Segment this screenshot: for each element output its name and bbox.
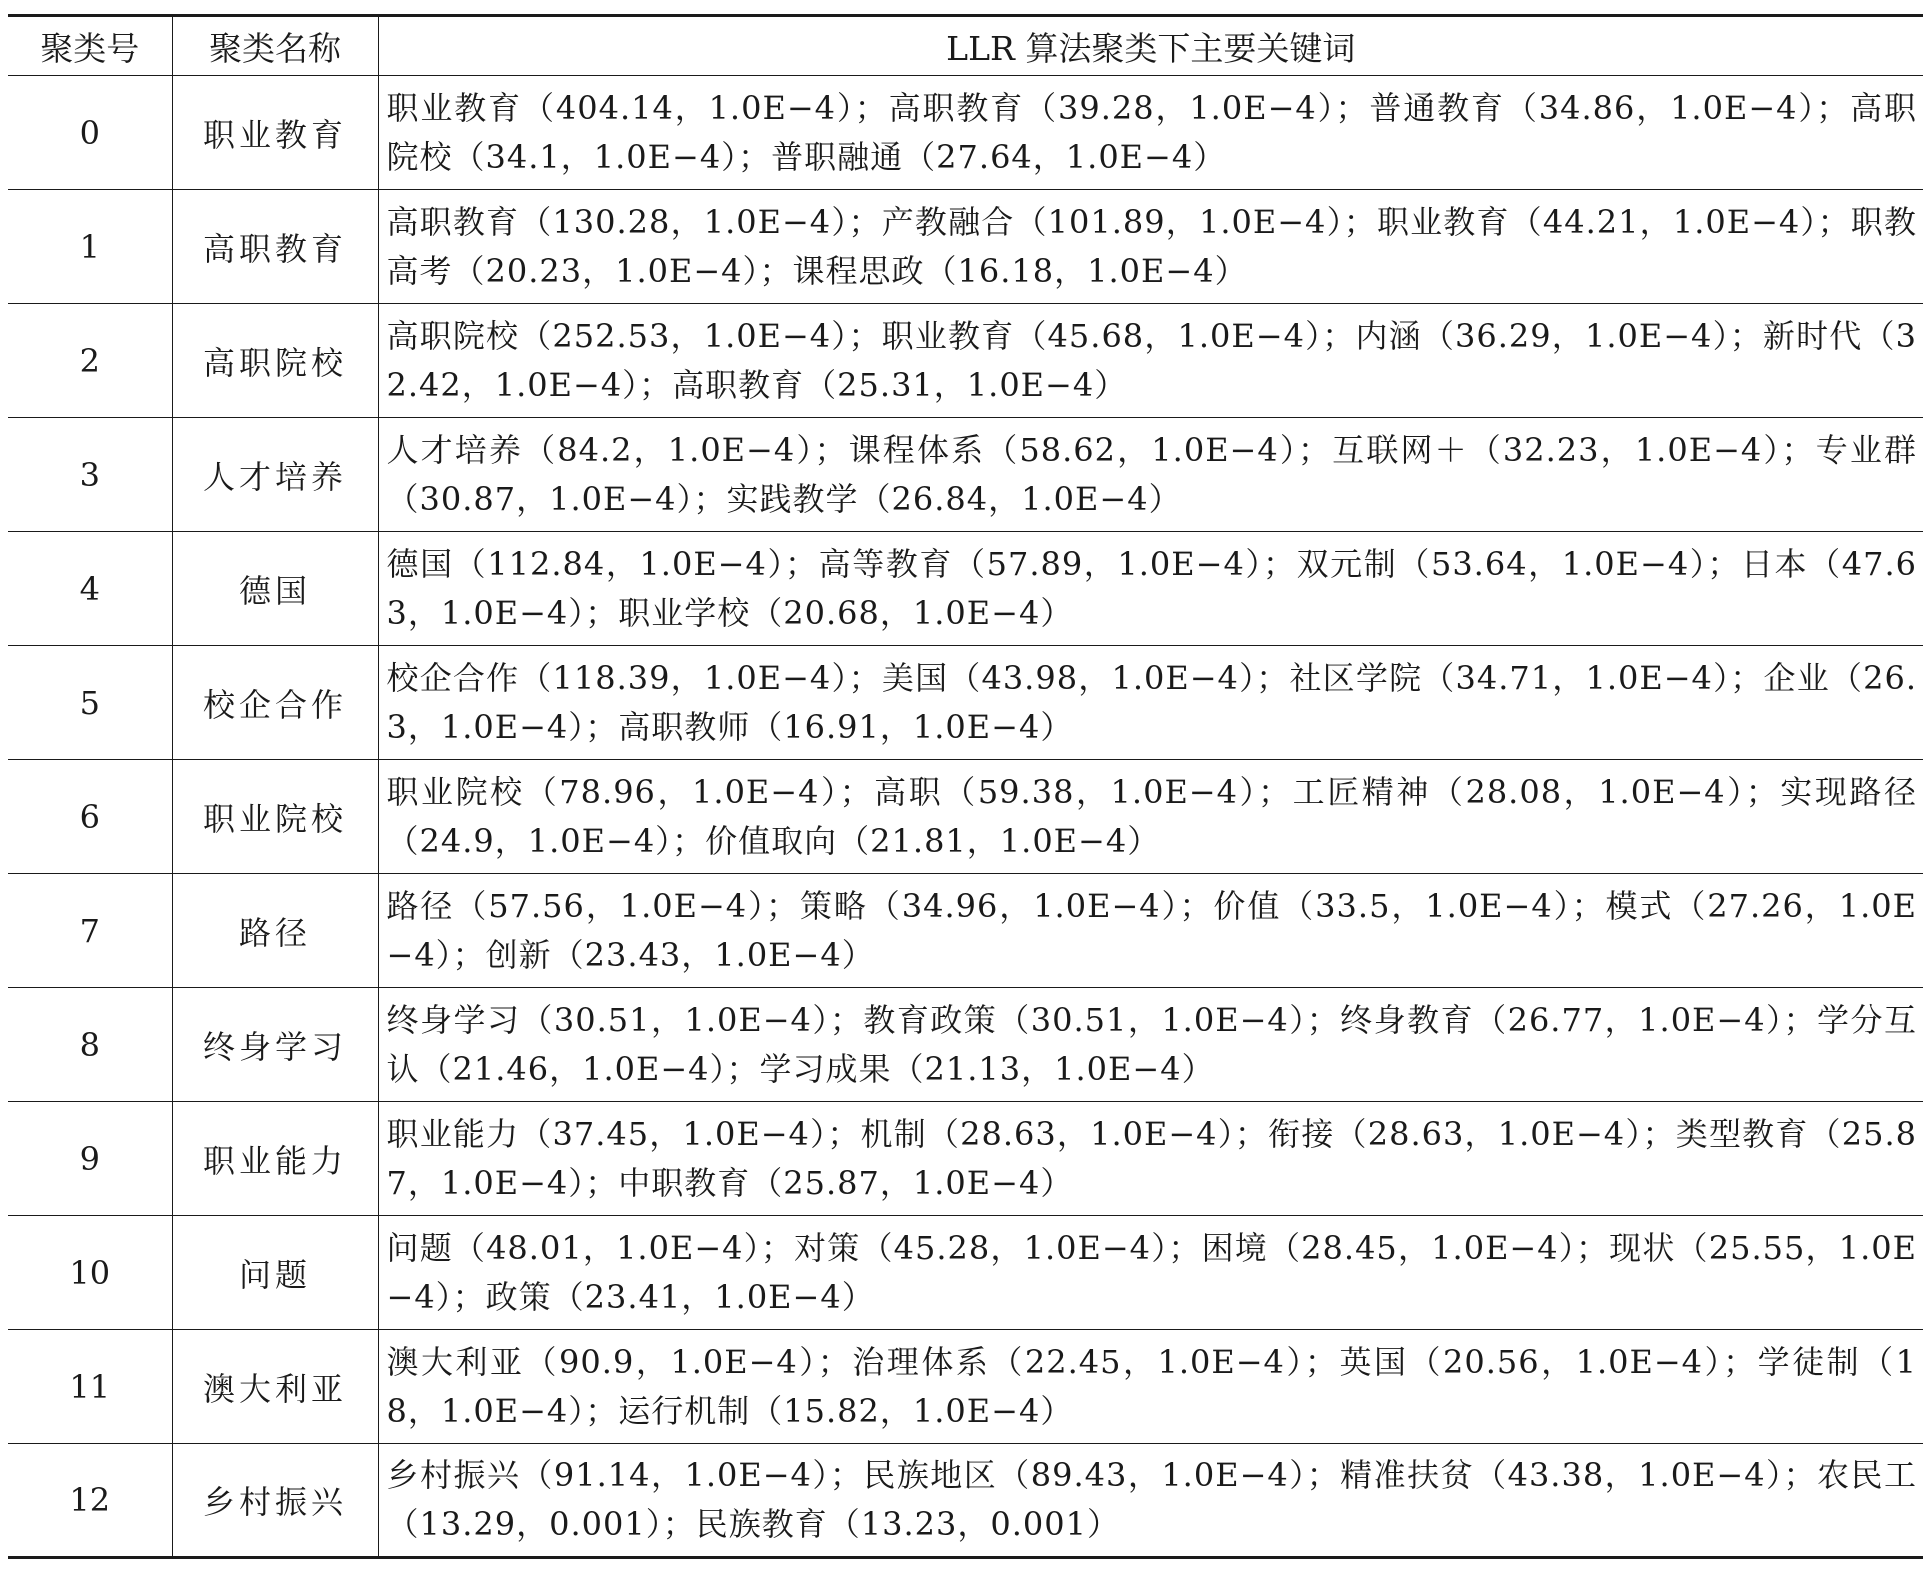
cluster-name-cell: 澳大利亚 bbox=[172, 1330, 378, 1444]
table-row bbox=[8, 1102, 1923, 1216]
cluster-name-cell: 德国 bbox=[172, 532, 378, 646]
table-row bbox=[8, 646, 1923, 760]
table-row bbox=[8, 190, 1923, 304]
cluster-id-cell: 1 bbox=[8, 190, 172, 304]
table-row bbox=[8, 304, 1923, 418]
cluster-id-cell: 10 bbox=[8, 1216, 172, 1330]
table-row bbox=[8, 1444, 1923, 1558]
keywords-cell: 高职教育（130.28，1.0E−4）；产教融合（101.89，1.0E−4）；职业教育（44.21，1.0E−4）；职教高考（20.23，1.0E−4）；课程思政（16.18，1.0E−4） bbox=[378, 190, 1923, 304]
keywords-cell: 澳大利亚（90.9，1.0E−4）；治理体系（22.45，1.0E−4）；英国（20.56，1.0E−4）；学徒制（18，1.0E−4）；运行机制（15.82，1.0E−4） bbox=[378, 1330, 1923, 1444]
cluster-id-cell: 4 bbox=[8, 532, 172, 646]
table-body bbox=[8, 76, 1923, 1558]
cluster-name-cell: 职业院校 bbox=[172, 760, 378, 874]
keywords-cell: 高职院校（252.53，1.0E−4）；职业教育（45.68，1.0E−4）；内涵（36.29，1.0E−4）；新时代（32.42，1.0E−4）；高职教育（25.31，1.0E−4） bbox=[378, 304, 1923, 418]
keywords-cell: 路径（57.56，1.0E−4）；策略（34.96，1.0E−4）；价值（33.5，1.0E−4）；模式（27.26，1.0E−4）；创新（23.43，1.0E−4） bbox=[378, 874, 1923, 988]
table-row bbox=[8, 874, 1923, 988]
keywords-cell: 职业能力（37.45，1.0E−4）；机制（28.63，1.0E−4）；衔接（28.63，1.0E−4）；类型教育（25.87，1.0E−4）；中职教育（25.87，1.0E−4） bbox=[378, 1102, 1923, 1216]
cluster-name-cell: 高职院校 bbox=[172, 304, 378, 418]
cluster-keywords-table bbox=[8, 14, 1923, 1559]
cluster-id-cell: 5 bbox=[8, 646, 172, 760]
header-cluster-name: 聚类名称 bbox=[172, 16, 378, 76]
keywords-cell: 乡村振兴（91.14，1.0E−4）；民族地区（89.43，1.0E−4）；精准扶贫（43.38，1.0E−4）；农民工（13.29，0.001）；民族教育（13.23，0.001） bbox=[378, 1444, 1923, 1558]
table-row bbox=[8, 1330, 1923, 1444]
keywords-cell: 职业教育（404.14，1.0E−4）；高职教育（39.28，1.0E−4）；普通教育（34.86，1.0E−4）；高职院校（34.1，1.0E−4）；普职融通（27.64，1.0E−4） bbox=[378, 76, 1923, 190]
cluster-name-cell: 终身学习 bbox=[172, 988, 378, 1102]
keywords-cell: 人才培养（84.2，1.0E−4）；课程体系（58.62，1.0E−4）；互联网＋（32.23，1.0E−4）；专业群（30.87，1.0E−4）；实践教学（26.84，1.0E−4） bbox=[378, 418, 1923, 532]
cluster-id-cell: 7 bbox=[8, 874, 172, 988]
cluster-id-cell: 0 bbox=[8, 76, 172, 190]
cluster-id-cell: 9 bbox=[8, 1102, 172, 1216]
cluster-name-cell: 问题 bbox=[172, 1216, 378, 1330]
cluster-id-cell: 3 bbox=[8, 418, 172, 532]
keywords-cell: 职业院校（78.96，1.0E−4）；高职（59.38，1.0E−4）；工匠精神（28.08，1.0E−4）；实现路径（24.9，1.0E−4）；价值取向（21.81，1.0E−4） bbox=[378, 760, 1923, 874]
cluster-id-cell: 8 bbox=[8, 988, 172, 1102]
cluster-name-cell: 路径 bbox=[172, 874, 378, 988]
cluster-id-cell: 2 bbox=[8, 304, 172, 418]
cluster-name-cell: 高职教育 bbox=[172, 190, 378, 304]
cluster-keywords-table-container bbox=[8, 14, 1923, 1559]
table-row bbox=[8, 418, 1923, 532]
keywords-cell: 终身学习（30.51，1.0E−4）；教育政策（30.51，1.0E−4）；终身教育（26.77，1.0E−4）；学分互认（21.46，1.0E−4）；学习成果（21.13，1.0E−4） bbox=[378, 988, 1923, 1102]
cluster-id-cell: 6 bbox=[8, 760, 172, 874]
table-row bbox=[8, 76, 1923, 190]
cluster-name-cell: 职业能力 bbox=[172, 1102, 378, 1216]
table-row bbox=[8, 1216, 1923, 1330]
header-row bbox=[8, 16, 1923, 76]
header-keywords: LLR 算法聚类下主要关键词 bbox=[378, 16, 1923, 76]
cluster-name-cell: 人才培养 bbox=[172, 418, 378, 532]
keywords-cell: 问题（48.01，1.0E−4）；对策（45.28，1.0E−4）；困境（28.45，1.0E−4）；现状（25.55，1.0E−4）；政策（23.41，1.0E−4） bbox=[378, 1216, 1923, 1330]
cluster-id-cell: 11 bbox=[8, 1330, 172, 1444]
cluster-name-cell: 职业教育 bbox=[172, 76, 378, 190]
header-cluster-id: 聚类号 bbox=[8, 16, 172, 76]
cluster-name-cell: 乡村振兴 bbox=[172, 1444, 378, 1558]
cluster-name-cell: 校企合作 bbox=[172, 646, 378, 760]
table-row bbox=[8, 760, 1923, 874]
table-row bbox=[8, 532, 1923, 646]
table-header bbox=[8, 16, 1923, 76]
keywords-cell: 校企合作（118.39，1.0E−4）；美国（43.98，1.0E−4）；社区学院（34.71，1.0E−4）；企业（26.3，1.0E−4）；高职教师（16.91，1.0E−4） bbox=[378, 646, 1923, 760]
table-row bbox=[8, 988, 1923, 1102]
keywords-cell: 德国（112.84，1.0E−4）；高等教育（57.89，1.0E−4）；双元制（53.64，1.0E−4）；日本（47.63，1.0E−4）；职业学校（20.68，1.0E−4） bbox=[378, 532, 1923, 646]
cluster-id-cell: 12 bbox=[8, 1444, 172, 1558]
